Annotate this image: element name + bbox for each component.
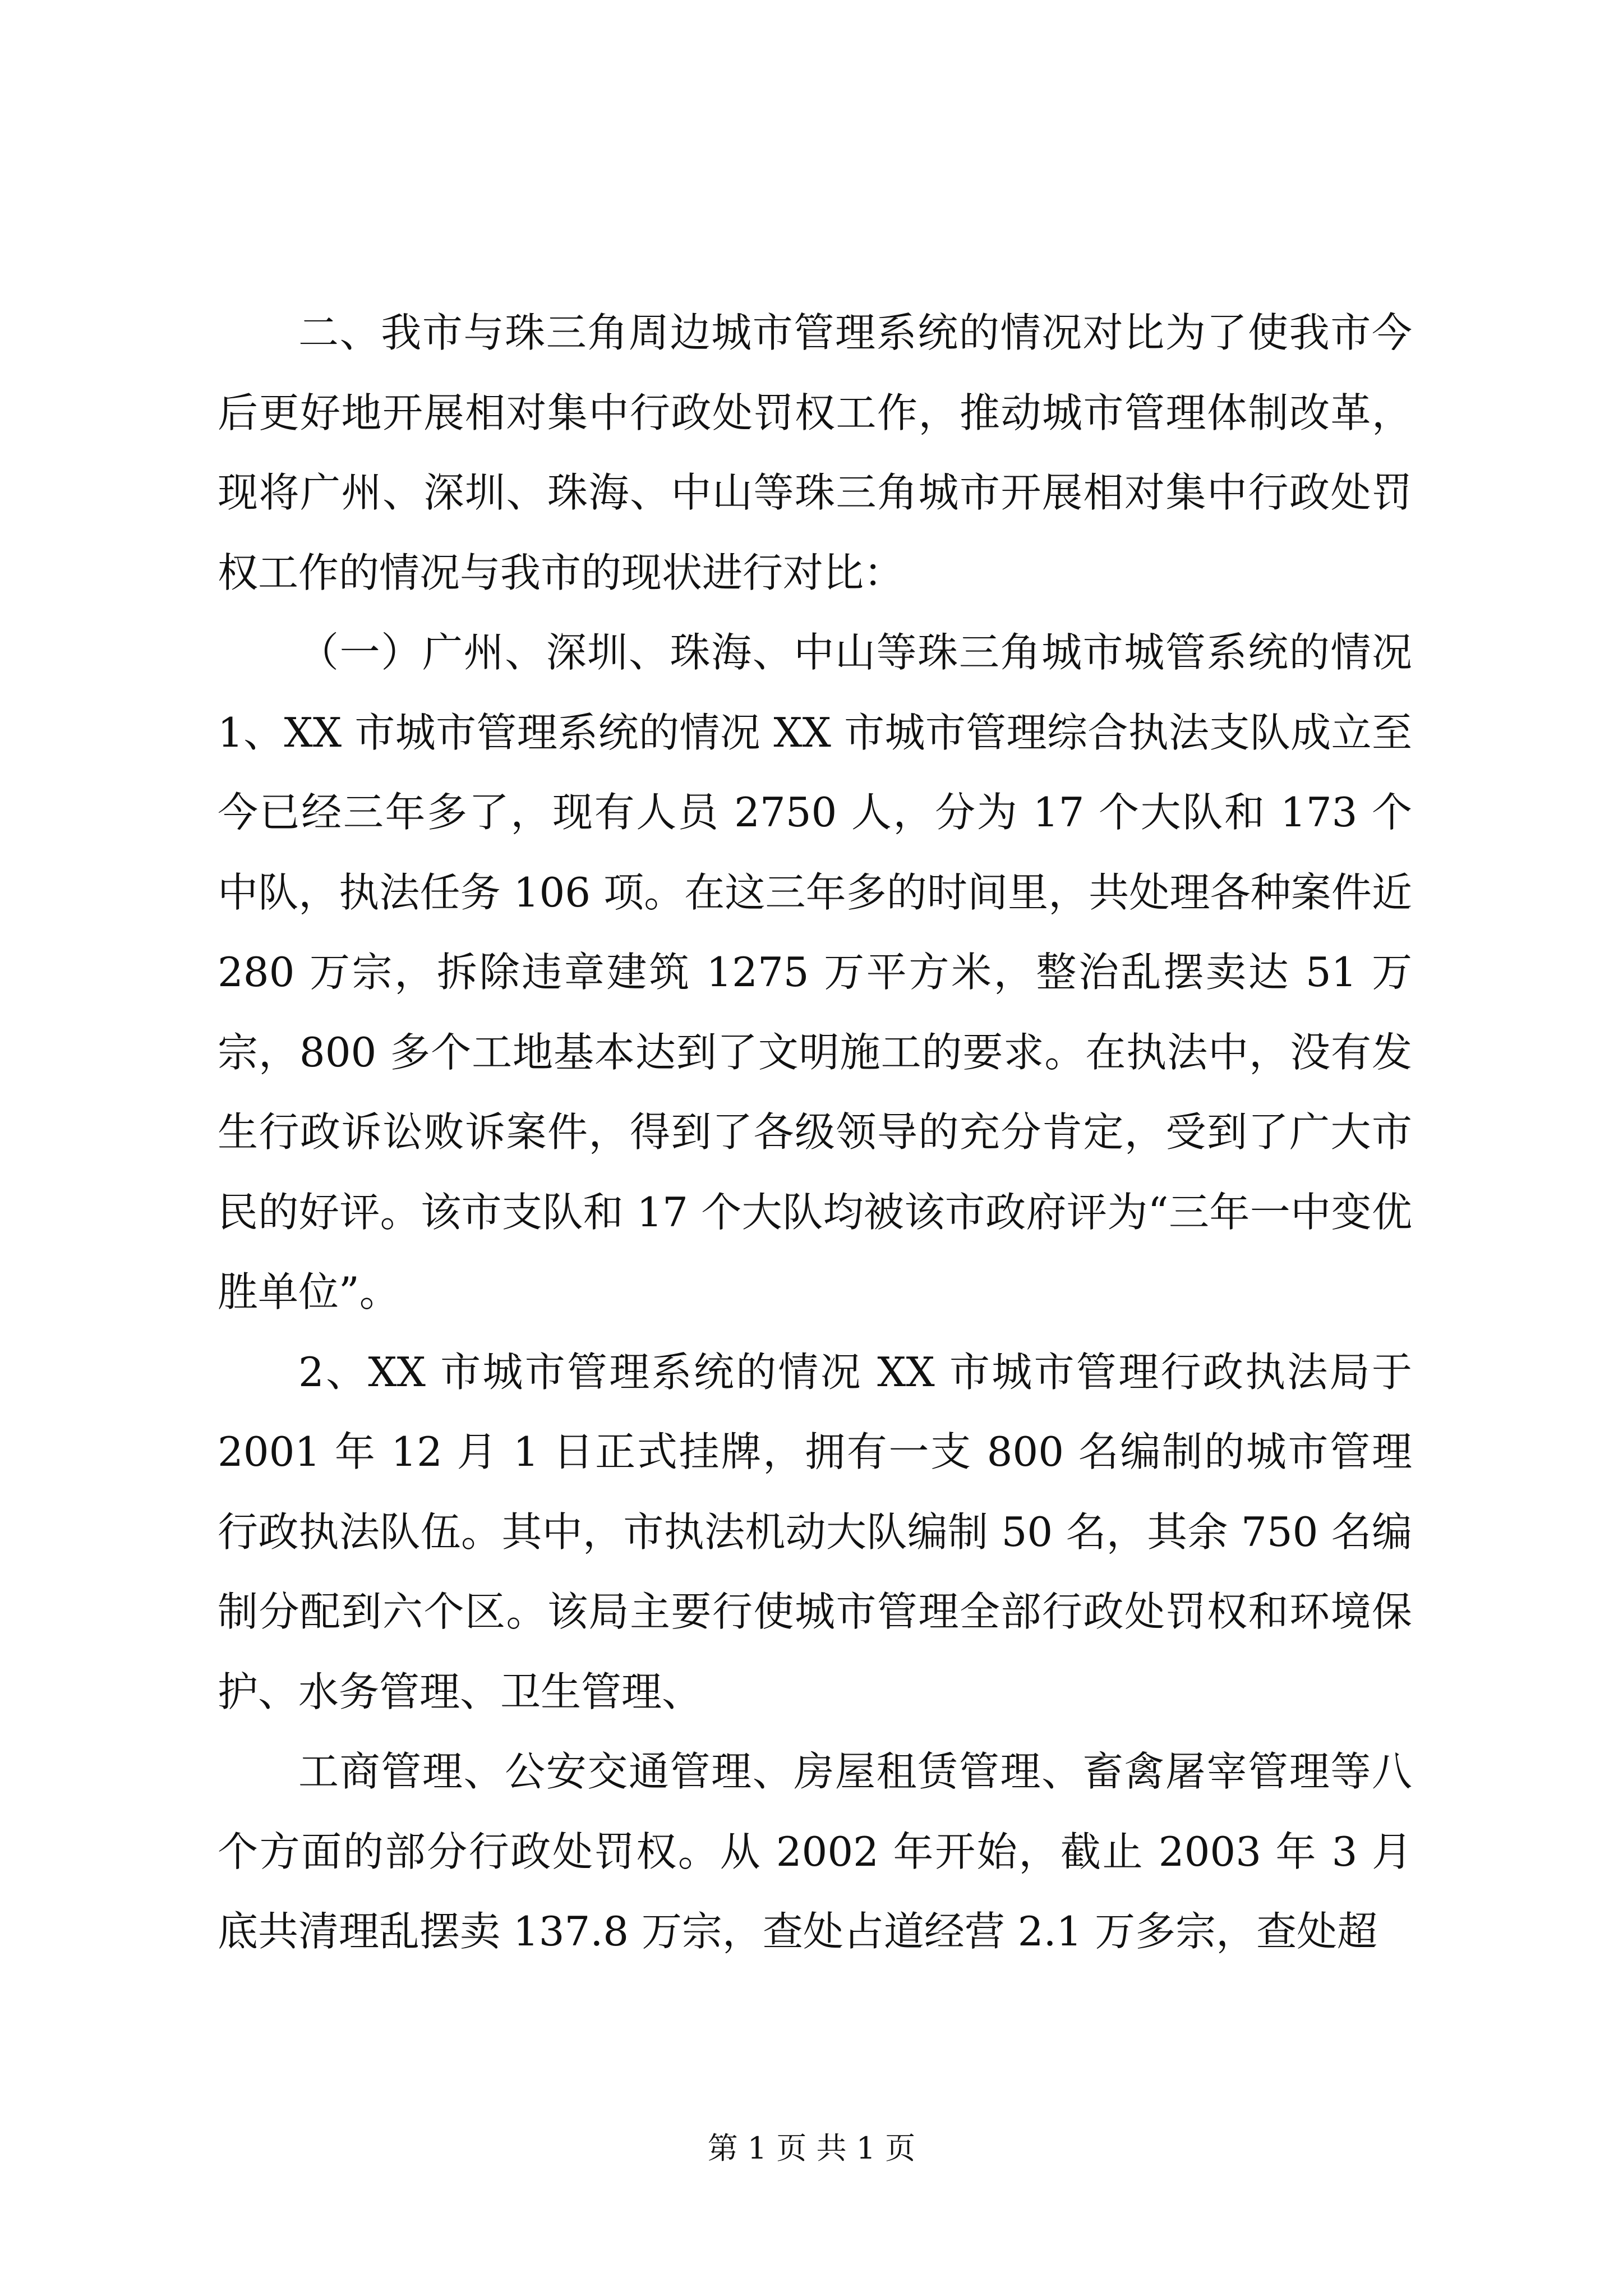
paragraph-city-2: 2、XX 市城市管理系统的情况 XX 市城市管理行政执法局于 2001 年 12 月 1 日正式挂牌，拥有一支 800 名编制的城市管理行政执法队伍。其中，市执法机动大队编制 50 名，其余 750 名编制分配到六个区。该局主要行使城市管理全部行政处罚权和环境保护、水务管理、卫生管理、	[218, 1348, 1412, 1715]
paragraph-comparison-intro: 二、我市与珠三角周边城市管理系统的情况对比为了使我市今后更好地开展相对集中行政处罚权工作，推动城市管理体制改革，现将广州、深圳、珠海、中山等珠三角城市开展相对集中行政处罚权工作的情况与我市的现状进行对比：	[218, 309, 1412, 596]
paragraph-city-2-continued: 工商管理、公安交通管理、房屋租赁管理、畜禽屠宰管理等八个方面的部分行政处罚权。从 2002 年开始，截止 2003 年 3 月底共清理乱摆卖 137.8 万宗，查处占道经营 2.1 万多宗，查处超	[218, 1748, 1412, 1955]
page-footer: 第 1 页 共 1 页	[707, 2131, 916, 2166]
paragraph-city-1: （一）广州、深圳、珠海、中山等珠三角城市城管系统的情况 1、XX 市城市管理系统的情况 XX 市城市管理综合执法支队成立至今已经三年多了，现有人员 2750 人，分为 17 个大队和 173 个中队，执法任务 106 项。在这三年多的时间里，共处理各种案件近 280 万宗，拆除违章建筑 1275 万平方米，整治乱摆卖达 51 万宗，800 多个工地基本达到了文明施工的要求。在执法中，没有发生行政诉讼败诉案件，得到了各级领导的充分肯定，受到了广大市民的好评。该市支队和 17 个大队均被该市政府评为“三年一中变优胜单位”。	[218, 629, 1412, 1315]
body-text	[218, 293, 1412, 1972]
